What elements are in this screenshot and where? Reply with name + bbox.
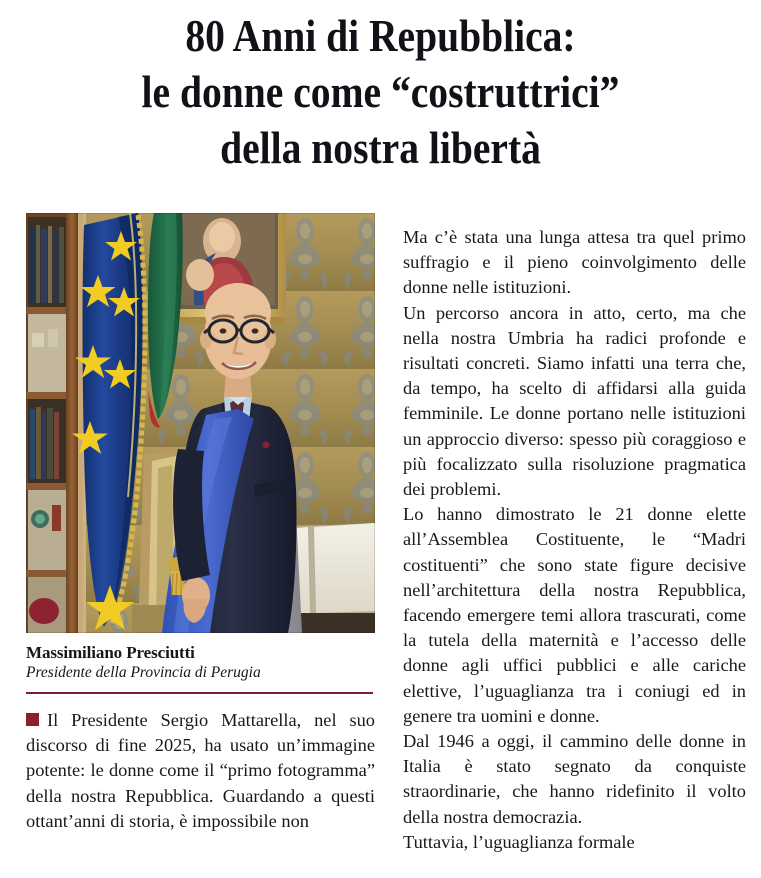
article-columns: [0, 213, 761, 878]
right-column-paragraph-2: Un percorso ancora in atto, certo, ma che nella nostra Umbria ha radici profonde e risultati concreti. Siamo infatti una terra che, da tempo, ha scelto di affidarsi alla guida femminile. Le donne portano nelle istituzioni un approccio diverso: spesso più coraggioso e più focalizzato sulla risoluzione pragmatica dei problemi.: [403, 302, 746, 500]
left-column-text: Il Presidente Sergio Mattarella, nel suo discorso di fine 2025, ha usato un’immagine potente: le donne come il “primo fotogramma” della nostra Repubblica. Guardando a questi ottant’anni di storia, è impossibile non: [26, 710, 375, 831]
page-headline: [0, 8, 761, 176]
headline-line-1: 80 Anni di Repubblica:: [185, 10, 576, 61]
right-column: [403, 225, 746, 855]
headline-line-2: le donne come “costruttrici”: [141, 66, 620, 117]
caption-divider: [26, 692, 373, 694]
article-photo: [26, 213, 375, 633]
right-column-paragraph-3: Lo hanno dimostrato le 21 donne elette all’Assemblea Costituente, le “Madri costituenti” che sono state figure decisive nell’architettura della nostra Repubblica, facendo emergere temi allora trascurati, come la tutela della maternità e l’accesso delle donne agli uffici pubblici e alle cariche elettive, l’uguaglianza tra i coniugi ed in genere tra uomini e donne.: [403, 504, 746, 726]
headline-line-3: della nostra libertà: [220, 122, 541, 173]
left-column: [26, 213, 375, 834]
left-column-body: [26, 708, 375, 834]
photo-illustration: [26, 213, 375, 633]
photo-caption: [26, 642, 375, 694]
left-column-paragraph: [26, 708, 375, 834]
paragraph-bullet-square: [26, 713, 39, 726]
caption-person-role: Presidente della Provincia di Perugia: [26, 664, 261, 681]
right-column-paragraph-4: Dal 1946 a oggi, il cammino delle donne in Italia è stato segnato da conquiste straordinarie, che hanno ridefinito il volto della nostra democrazia.: [403, 731, 746, 827]
caption-person-name: Massimiliano Presciutti: [26, 643, 195, 662]
bookshelf: [26, 213, 83, 633]
right-column-paragraph-1: Ma c’è stata una lunga attesa tra quel primo suffragio e il pieno coinvolgimento delle donne nelle istituzioni.: [403, 227, 746, 298]
right-column-body: [403, 225, 746, 855]
right-column-paragraph-5: Tuttavia, l’uguaglianza formale: [403, 831, 635, 852]
